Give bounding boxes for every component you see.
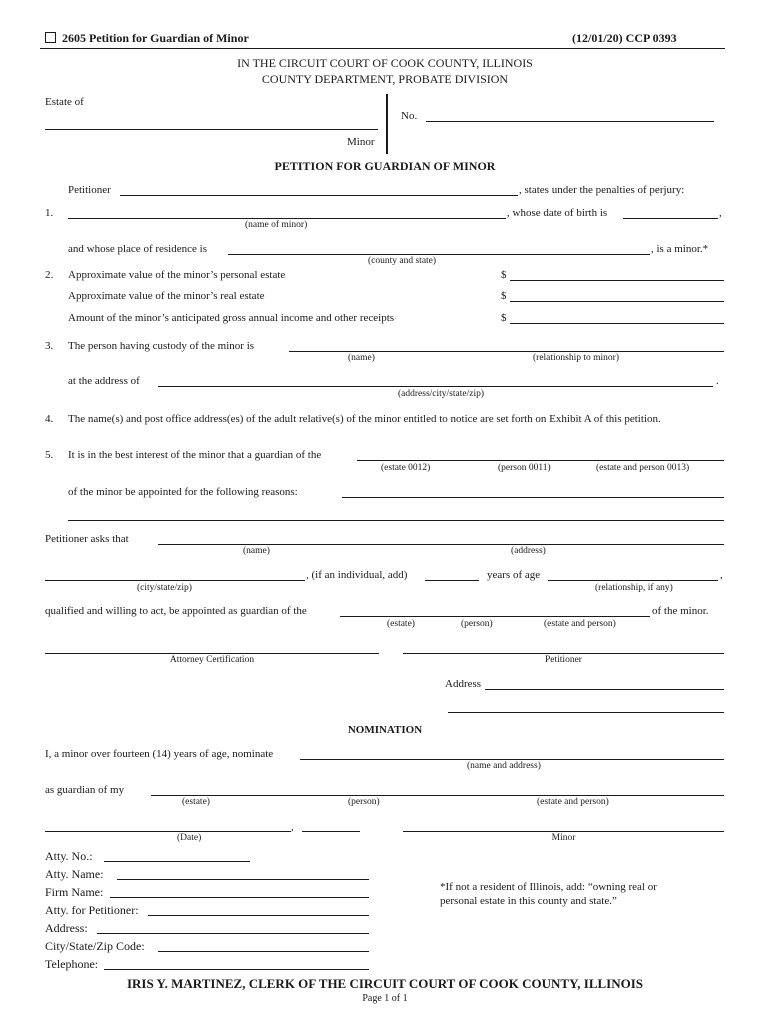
form-checkbox[interactable] <box>45 32 56 43</box>
nomination-estate-caption: (estate) <box>182 797 210 807</box>
clerk-footer: IRIS Y. MARTINEZ, CLERK OF THE CIRCUIT COURT OF COOK COUNTY, ILLINOIS <box>126 976 644 991</box>
residence-tail: , is a minor.* <box>651 243 709 255</box>
qualified-person-caption: (person) <box>461 619 493 629</box>
item3-number: 3. <box>45 340 54 352</box>
dob-label: , whose date of birth is <box>507 207 608 219</box>
relationship-field[interactable] <box>548 580 718 581</box>
petition-title: PETITION FOR GUARDIAN OF MINOR <box>274 159 496 173</box>
nomination-date-field[interactable] <box>45 831 291 832</box>
court-line-2: COUNTY DEPARTMENT, PROBATE DIVISION <box>261 72 509 86</box>
custody-address-period: . <box>716 375 719 387</box>
nomination-both-caption: (estate and person) <box>537 797 609 807</box>
age-field[interactable] <box>425 580 479 581</box>
form-title-text: 2605 Petition for Guardian of Minor <box>62 31 249 45</box>
csz-caption: (city/state/zip) <box>137 583 192 593</box>
attorney-cert-signature[interactable] <box>45 653 379 654</box>
relationship-caption: (relationship, if any) <box>595 583 673 593</box>
header-rule <box>40 48 725 49</box>
nominate-label: I, a minor over fourteen (14) years of age, nominate <box>45 748 274 760</box>
income-label: Amount of the minor’s anticipated gross annual income and other receipts <box>68 312 395 324</box>
qualified-both-caption: (estate and person) <box>544 619 616 629</box>
firm-name-field[interactable] <box>110 897 369 898</box>
custody-label: The person having custody of the minor is <box>68 340 255 352</box>
qualified-label: qualified and willing to act, be appointed as guardian of the <box>45 605 307 617</box>
dollar-sign-3: $ <box>501 312 507 324</box>
appointee-field[interactable] <box>158 544 724 545</box>
court-line-1: IN THE CIRCUIT COURT OF COOK COUNTY, ILLINOIS <box>237 56 533 70</box>
petitioner-signature[interactable] <box>403 653 724 654</box>
minor-signature-caption: Minor <box>551 833 576 843</box>
atty-telephone-field[interactable] <box>104 969 369 970</box>
item4-number: 4. <box>45 413 54 425</box>
atty-no-label: Atty. No.: <box>45 849 93 863</box>
atty-for-field[interactable] <box>148 915 369 916</box>
nomination-title: NOMINATION <box>347 724 423 736</box>
atty-csz-label: City/State/Zip Code: <box>45 939 145 953</box>
asks-label: Petitioner asks that <box>45 533 129 545</box>
date-caption: (Date) <box>177 833 202 843</box>
custody-address-label: at the address of <box>68 375 140 387</box>
nomination-year-field[interactable] <box>302 831 360 832</box>
real-estate-label: Approximate value of the minor’s real estate <box>68 290 265 302</box>
petitioner-address-field-1[interactable] <box>485 689 724 690</box>
nomination-type-field[interactable] <box>151 795 724 796</box>
minor-signature[interactable] <box>403 831 724 832</box>
guardian-of-field[interactable] <box>340 616 650 617</box>
relatives-text: The name(s) and post office address(es) of the adult relative(s) of the minor entitled to notice are set forth on Exhibit A of this petition. <box>68 413 661 425</box>
nominee-field[interactable] <box>300 759 724 760</box>
residence-field[interactable] <box>228 254 650 255</box>
atty-name-label: Atty. Name: <box>45 867 104 881</box>
income-field[interactable] <box>510 323 724 324</box>
residence-label: and whose place of residence is <box>68 243 207 255</box>
estate-of-label: Estate of <box>45 96 84 108</box>
custodian-field[interactable] <box>289 351 724 352</box>
reasons-label: of the minor be appointed for the following reasons: <box>68 486 298 498</box>
custody-address-caption: (address/city/state/zip) <box>398 389 484 399</box>
form-code: (12/01/20) CCP 0393 <box>572 31 677 45</box>
custodian-relationship-caption: (relationship to minor) <box>533 353 620 363</box>
appointee-address-caption: (address) <box>511 546 546 556</box>
reasons-field-2[interactable] <box>68 520 724 521</box>
petitioner-address-label: Address <box>445 678 482 690</box>
personal-estate-label: Approximate value of the minor’s personal estate <box>68 269 286 281</box>
guardian-of-my-label: as guardian of my <box>45 784 125 796</box>
petitioner-label: Petitioner <box>68 184 111 196</box>
atty-csz-field[interactable] <box>158 951 369 952</box>
dollar-sign-2: $ <box>501 290 507 302</box>
dob-field[interactable] <box>623 218 718 219</box>
guardian-type-field[interactable] <box>357 460 724 461</box>
atty-address-field[interactable] <box>97 933 369 934</box>
estate-name-field[interactable] <box>45 129 378 130</box>
appointee-csz-field[interactable] <box>45 580 305 581</box>
case-number-field[interactable] <box>426 121 714 122</box>
estate-0012-caption: (estate 0012) <box>381 463 431 473</box>
residency-footnote: *If not a resident of Illinois, add: “owning real or personal estate in this county and state.” <box>440 881 657 907</box>
dob-comma: , <box>719 207 722 219</box>
best-interest-label: It is in the best interest of the minor that a guardian of the <box>68 449 322 461</box>
estate-person-0013-caption: (estate and person 0013) <box>596 463 690 473</box>
personal-estate-field[interactable] <box>510 280 724 281</box>
petitioner-name-field[interactable] <box>120 195 518 196</box>
page-number: Page 1 of 1 <box>362 993 408 1004</box>
minor-name-caption: (name of minor) <box>245 220 308 230</box>
atty-telephone-label: Telephone: <box>45 957 99 971</box>
caption-divider <box>386 94 388 154</box>
custody-address-field[interactable] <box>158 386 713 387</box>
asks-comma: , <box>720 569 723 581</box>
petitioner-caption: Petitioner <box>545 655 582 665</box>
individual-label: , (if an individual, add) <box>306 569 408 581</box>
item1-number: 1. <box>45 207 54 219</box>
minor-label: Minor <box>347 136 375 148</box>
form-title <box>45 31 249 46</box>
attorney-cert-caption: Attorney Certification <box>169 655 255 665</box>
county-state-caption: (county and state) <box>368 256 437 266</box>
atty-name-field[interactable] <box>117 879 369 880</box>
date-comma: , <box>291 821 294 833</box>
item2-number: 2. <box>45 269 54 281</box>
person-0011-caption: (person 0011) <box>498 463 551 473</box>
petitioner-tail: , states under the penalties of perjury: <box>519 184 685 196</box>
qualified-estate-caption: (estate) <box>387 619 415 629</box>
dollar-sign-1: $ <box>501 269 507 281</box>
atty-for-label: Atty. for Petitioner: <box>45 903 139 917</box>
atty-no-field[interactable] <box>104 861 250 862</box>
reasons-field-1[interactable] <box>342 497 724 498</box>
item5-number: 5. <box>45 449 54 461</box>
custodian-name-caption: (name) <box>348 353 375 363</box>
appointee-name-caption: (name) <box>243 546 270 556</box>
real-estate-field[interactable] <box>510 301 724 302</box>
nomination-person-caption: (person) <box>348 797 380 807</box>
case-no-label: No. <box>401 110 418 122</box>
name-address-caption: (name and address) <box>467 761 541 771</box>
petitioner-address-field-2[interactable] <box>448 712 724 713</box>
atty-address-label: Address: <box>45 921 88 935</box>
of-minor-label: of the minor. <box>652 605 709 617</box>
firm-name-label: Firm Name: <box>45 885 104 899</box>
years-label: years of age <box>487 569 541 581</box>
minor-name-field[interactable] <box>68 218 506 219</box>
